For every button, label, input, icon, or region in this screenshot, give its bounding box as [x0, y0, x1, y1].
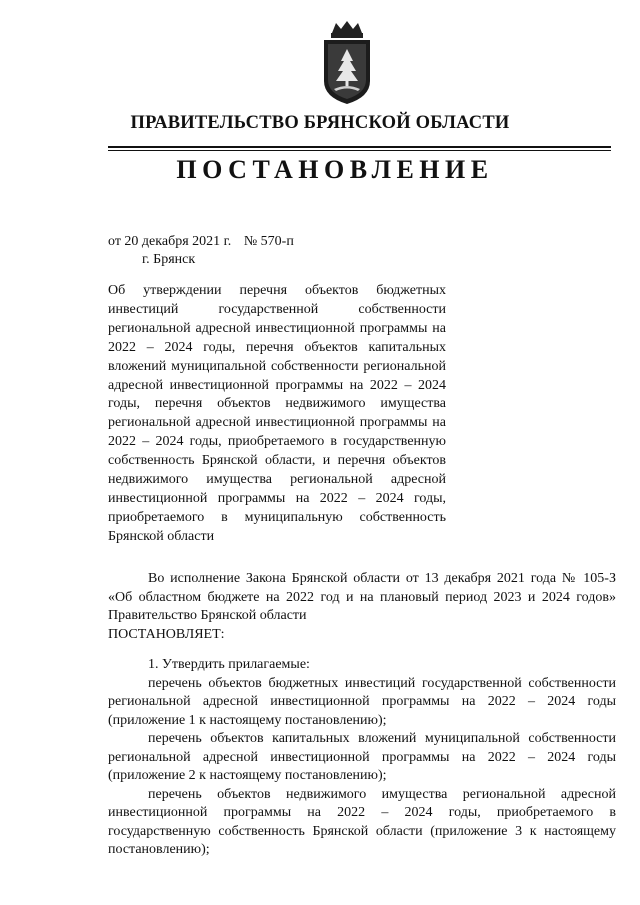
list-item: перечень объектов недвижимого имущества региональной адресной инвестиционной программы на 2022 – 2024 годы, приобретаемого в государственную собственность Брянской области (приложение 3 к настоящему постановлению); [108, 786, 616, 857]
header-divider [108, 146, 611, 151]
list-item: перечень объектов бюджетных инвестиций государственной собственности региональной адресной инвестиционной программы на 2022 – 2024 годы (приложение 1 к настоящему постановлению); [108, 675, 616, 728]
preamble-paragraph: Во исполнение Закона Брянской области от 13 декабря 2021 года № 105-З «Об областном бюджете на 2022 год и на плановый период 2023 и 2024 годов» Правительство Брянской области [108, 571, 616, 623]
document-date: от 20 декабря 2021 г. [108, 234, 232, 249]
list-item: перечень объектов капитальных вложений муниципальной собственности региональной адресной инвестиционной программы на 2022 – 2024 годы (приложение 2 к настоящему постановлению); [108, 731, 616, 783]
document-body [108, 570, 616, 860]
document-type-heading: ПОСТАНОВЛЕНИЕ [176, 155, 494, 184]
document-meta [108, 233, 294, 269]
government-title: ПРАВИТЕЛЬСТВО БРЯНСКОЙ ОБЛАСТИ [130, 113, 510, 133]
coat-of-arms-emblem [320, 19, 374, 105]
document-number: 570-п [260, 234, 294, 249]
number-label: № [243, 234, 258, 249]
item-1-heading: 1. Утвердить прилагаемые: [148, 657, 310, 672]
document-city: г. Брянск [142, 252, 196, 267]
document-subject: Об утверждении перечня объектов бюджетных инвестиций государственной собственности региональной адресной инвестиционной программы на 2022 – 2024 годы, перечня объектов капитальных вложений муниципальной собственности региональной адресной инвестиционной программы на 2022 – 2024 годы, перечня объектов недвижимого имущества региональной адресной инвестиционной программы на 2022 – 2024 годы, приобретаемого в государственную собственность Брянской области, и перечня объектов недвижимого имущества региональной адресной инвестиционной программы на 2022 – 2024 годы, приобретаемого в муниципальную собственность Брянской области [108, 283, 446, 544]
decree-word: ПОСТАНОВЛЯЕТ: [108, 626, 225, 642]
